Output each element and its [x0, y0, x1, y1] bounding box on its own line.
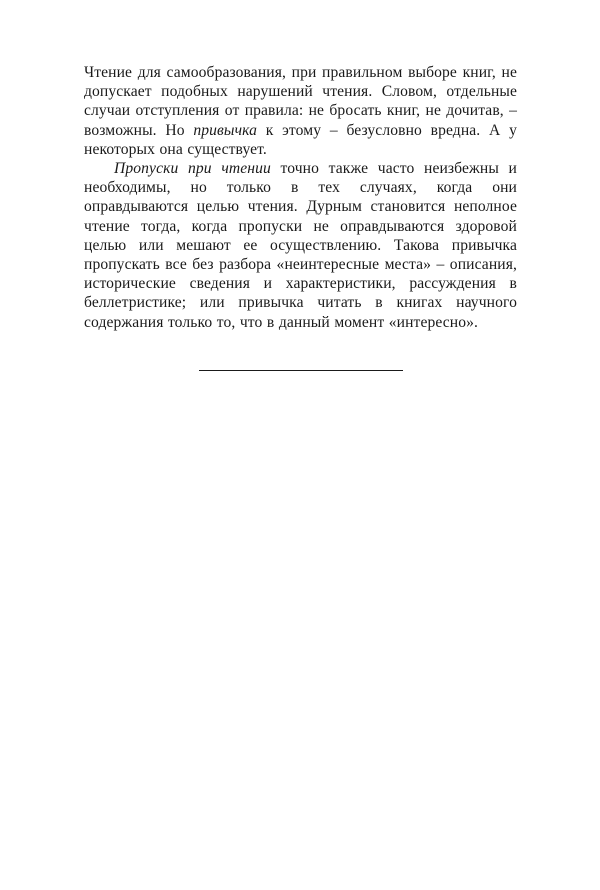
- paragraph-lead-italic: Пропуски при чтении: [114, 160, 271, 178]
- paragraph-skipping-while-reading: [84, 159, 517, 332]
- paragraph-text: к этому – безусловно вредна. А у некоторых она существует.: [84, 121, 517, 158]
- section-divider: [199, 370, 403, 371]
- paragraph-text-italic: привычка: [193, 121, 258, 139]
- paragraph-reading-habit: [84, 63, 517, 159]
- text-block: [84, 63, 517, 371]
- paragraph-text: точно также часто неизбежны и необходимы, но только в тех случаях, когда они оправдываются целью чтения. Дурным становится неполное чтение тогда, когда пропуски не оправдываются здоровой целью или мешают ее осуществлению. Такова привычка пропускать все без разбора «неинтересные места» – описания, исторические сведения и характеристики, рассуждения в беллетристике; или привычка читать в книгах научного содержания только то, что в данный момент «интересно».: [84, 160, 517, 331]
- paragraph-text: Чтение для самообразования, при правильном выборе книг, не допускает подобных нарушений чтения. Словом, отдельные случаи отступления от правила: не бросать книг, не дочитав, – возможны. Но: [84, 64, 517, 139]
